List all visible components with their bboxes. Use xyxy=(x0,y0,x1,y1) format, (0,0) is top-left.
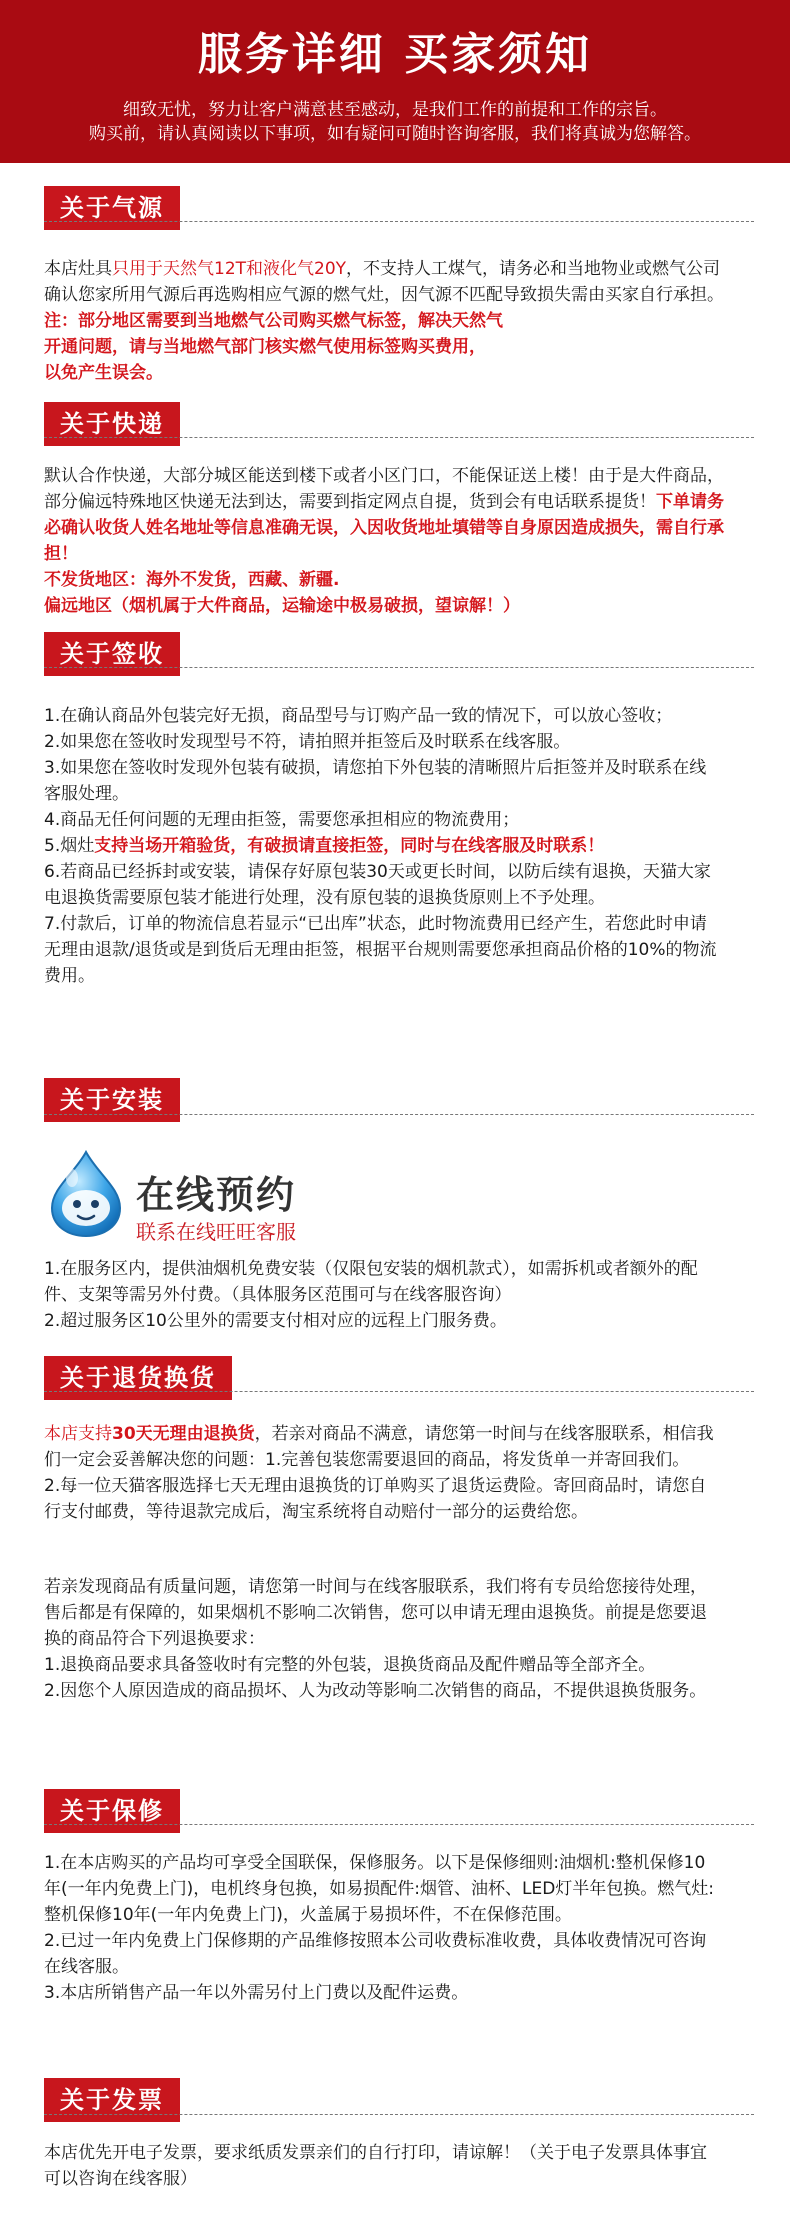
signing-item-7-line-1: 7.付款后，订单的物流信息若显示“已出库”状态，此时物流费用已经产生，若您此时申请 xyxy=(44,914,707,934)
section-divider-warranty xyxy=(44,1824,754,1825)
warranty-item-1-line-2: 年(一年内免费上门)，电机终身包换，如易损配件:烟管、油杯、LED灯半年包换。燃气灶: xyxy=(44,1879,715,1899)
water-drop-mascot-icon xyxy=(44,1148,128,1240)
section-divider-returns xyxy=(44,1391,754,1392)
returns-section-text xyxy=(44,1421,756,1525)
page-title: 服务详细 买家须知 xyxy=(197,29,593,80)
online-booking-subtitle: 联系在线旺旺客服 xyxy=(136,1220,296,1244)
online-booking-title: 在线预约 xyxy=(136,1173,297,1217)
gas-note-1: 注：部分地区需要到当地燃气公司购买燃气标签，解决天然气 xyxy=(44,311,503,331)
section-title-gas: 关于气源 xyxy=(44,186,180,230)
returns-quality-text xyxy=(44,1574,756,1704)
gas-line-2: 确认您家所用气源后再选购相应气源的燃气灶，因气源不匹配导致损失需由买家自行承担。 xyxy=(44,285,724,305)
header-subtitle-1: 细致无忧，努力让客户满意甚至感动，是我们工作的前提和工作的宗旨。 xyxy=(123,100,667,120)
delivery-line-3: 必确认收货人姓名地址等信息准确无误，入因收货地址填错等自身原因造成损失，需自行承 xyxy=(44,518,724,538)
section-divider-install xyxy=(44,1114,754,1115)
section-title-warranty: 关于保修 xyxy=(44,1789,180,1833)
section-title-delivery: 关于快递 xyxy=(44,402,180,446)
signing-section-text xyxy=(44,703,756,989)
returns-quality-line-5: 2.因您个人原因造成的商品损坏、人为改动等影响二次销售的商品，不提供退换货服务。 xyxy=(44,1681,707,1701)
returns-quality-line-4: 1.退换商品要求具备签收时有完整的外包装，退换货商品及配件赠品等全部齐全。 xyxy=(44,1655,656,1675)
warranty-item-2-line-1: 2.已过一年内免费上门保修期的产品维修按照本公司收费标准收费，具体收费情况可咨询 xyxy=(44,1931,707,1951)
signing-item-3-line-1: 3.如果您在签收时发现外包装有破损，请您拍下外包装的清晰照片后拒签并及时联系在线 xyxy=(44,758,707,778)
delivery-line-5: 不发货地区：海外不发货，西藏、新疆. xyxy=(44,570,340,590)
returns-line-1: 本店支持30天无理由退换货，若亲对商品不满意，请您第一时间与在线客服联系，相信我 xyxy=(44,1424,714,1444)
gas-section-text xyxy=(44,256,756,386)
online-booking-block[interactable] xyxy=(44,1148,444,1268)
install-item-1-line-2: 件、支架等需另外付费。（具体服务区范围可与在线客服咨询） xyxy=(44,1285,512,1305)
warranty-item-2-line-2: 在线客服。 xyxy=(44,1957,129,1977)
warranty-item-3: 3.本店所销售产品一年以外需另付上门费以及配件运费。 xyxy=(44,1983,469,2003)
warranty-section-text xyxy=(44,1850,756,2006)
signing-item-7-line-3: 费用。 xyxy=(44,966,95,986)
returns-quality-line-2: 售后都是有保障的，如果烟机不影响二次销售，您可以申请无理由退换货。前提是您要退 xyxy=(44,1603,707,1623)
delivery-line-6: 偏远地区（烟机属于大件商品，运输途中极易破损，望谅解！） xyxy=(44,596,520,616)
delivery-line-1: 默认合作快递，大部分城区能送到楼下或者小区门口，不能保证送上楼！由于是大件商品， xyxy=(44,466,724,486)
signing-item-2: 2.如果您在签收时发现型号不符，请拍照并拒签后及时联系在线客服。 xyxy=(44,732,571,752)
signing-item-7-line-2: 无理由退款/退货或是到货后无理由拒签，根据平台规则需要您承担商品价格的10%的物流 xyxy=(44,940,717,960)
header-banner xyxy=(0,0,790,163)
warranty-item-1-line-1: 1.在本店购买的产品均可享受全国联保，保修服务。以下是保修细则:油烟机:整机保修10 xyxy=(44,1853,706,1873)
invoice-line-1: 本店优先开电子发票，要求纸质发票亲们的自行打印，请谅解！（关于电子发票具体事宜 xyxy=(44,2143,707,2163)
returns-quality-line-1: 若亲发现商品有质量问题，请您第一时间与在线客服联系，我们将有专员给您接待处理， xyxy=(44,1577,707,1597)
gas-note-3: 以免产生误会。 xyxy=(44,363,163,383)
invoice-section-text xyxy=(44,2140,756,2192)
gas-note-2: 开通问题，请与当地燃气部门核实燃气使用标签购买费用， xyxy=(44,337,486,357)
gas-line-1: 本店灶具只用于天然气12T和液化气20Y，不支持人工煤气，请务必和当地物业或燃气公司 xyxy=(44,259,721,279)
section-title-invoice: 关于发票 xyxy=(44,2078,180,2122)
install-section-text xyxy=(44,1256,756,1334)
returns-quality-line-3: 换的商品符合下列退换要求： xyxy=(44,1629,265,1649)
signing-item-1: 1.在确认商品外包装完好无损，商品型号与订购产品一致的情况下，可以放心签收； xyxy=(44,706,673,726)
section-divider-delivery xyxy=(44,437,754,438)
install-item-1-line-1: 1.在服务区内，提供油烟机免费安装（仅限包安装的烟机款式），如需拆机或者额外的配 xyxy=(44,1259,698,1279)
delivery-line-2: 部分偏远特殊地区快递无法到达，需要到指定网点自提，货到会有电话联系提货！下单请务 xyxy=(44,492,724,512)
section-title-install: 关于安装 xyxy=(44,1078,180,1122)
returns-line-4: 行支付邮费，等待退款完成后，淘宝系统将自动赔付一部分的运费给您。 xyxy=(44,1502,588,1522)
section-title-returns: 关于退货换货 xyxy=(44,1356,232,1400)
section-divider-signing xyxy=(44,667,754,668)
signing-item-6-line-1: 6.若商品已经拆封或安装，请保存好原包装30天或更长时间，以防后续有退换，天猫大家 xyxy=(44,862,711,882)
signing-item-5: 5.烟灶支持当场开箱验货，有破损请直接拒签，同时与在线客服及时联系！ xyxy=(44,836,605,856)
returns-line-3: 2.每一位天猫客服选择七天无理由退换货的订单购买了退货运费险。寄回商品时，请您自 xyxy=(44,1476,707,1496)
section-divider-gas xyxy=(44,221,754,222)
header-subtitle-2: 购买前，请认真阅读以下事项，如有疑问可随时咨询客服，我们将真诚为您解答。 xyxy=(89,124,701,144)
signing-item-4: 4.商品无任何问题的无理由拒签，需要您承担相应的物流费用； xyxy=(44,810,520,830)
section-divider-invoice xyxy=(44,2114,754,2115)
returns-line-2: 们一定会妥善解决您的问题：1.完善包装您需要退回的商品，将发货单一并寄回我们。 xyxy=(44,1450,690,1470)
invoice-line-2: 可以咨询在线客服） xyxy=(44,2169,197,2189)
signing-item-3-line-2: 客服处理。 xyxy=(44,784,129,804)
signing-item-6-line-2: 电退换货需要原包装才能进行处理，没有原包装的退换货原则上不予处理。 xyxy=(44,888,605,908)
delivery-line-4: 担！ xyxy=(44,544,78,564)
install-item-2: 2.超过服务区10公里外的需要支付相对应的远程上门服务费。 xyxy=(44,1311,507,1331)
warranty-item-1-line-3: 整机保修10年(一年内免费上门)，火盖属于易损坏件，不在保修范围。 xyxy=(44,1905,572,1925)
section-title-signing: 关于签收 xyxy=(44,632,180,676)
delivery-section-text xyxy=(44,463,756,619)
